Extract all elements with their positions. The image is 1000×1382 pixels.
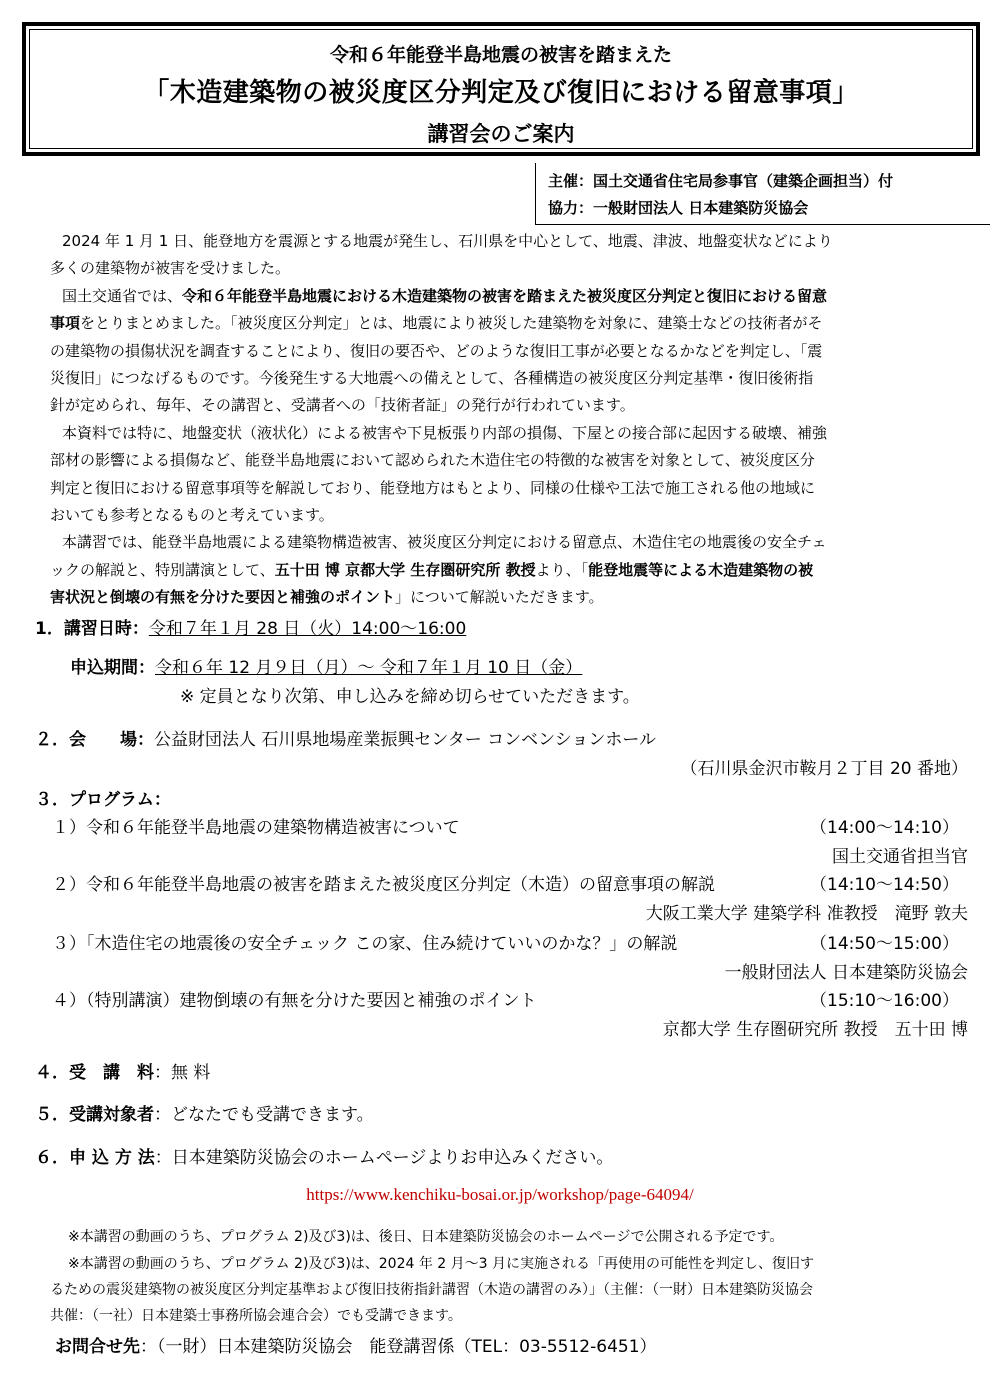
contact-label: お問合せ先	[55, 1337, 140, 1357]
program-item-3-time: （14:50～15:00）	[810, 934, 959, 954]
apply-period-value: 令和６年 12 月９日（月）～ 令和７年１月 10 日（金）	[155, 658, 583, 678]
section-date-value: 令和７年１月 28 日（火）14:00～16:00	[148, 619, 467, 639]
intro-text-span: より、「	[535, 560, 589, 579]
intro-text-span: 国土交通省では、	[62, 286, 183, 305]
contact-info	[55, 1332, 657, 1357]
organizer-box	[535, 163, 990, 225]
target-value: ：どなたでも受講できます。	[154, 1105, 374, 1125]
section-program	[35, 785, 171, 810]
intro-line	[50, 557, 970, 584]
program-item-3: ３）「木造住宅の地震後の安全チェック この家、住み続けていいのかな？」の解説	[52, 934, 678, 954]
intro-line: 針が定められ、毎年、その講習と、受講者への「技術者証」の発行が行われています。	[50, 396, 635, 415]
intro-highlight: 事項	[50, 314, 81, 333]
program-item-2-time: （14:10～14:50）	[810, 875, 959, 895]
intro-line: 多くの建築物が被害を受けました。	[50, 259, 291, 278]
apply-method-value: ：日本建築防災協会のホームページよりお申込みください。	[154, 1148, 614, 1168]
apply-method-label: ６．申 込 方 法	[35, 1148, 155, 1168]
venue-address: （石川県金沢市鞍月２丁目 20 番地）	[680, 759, 968, 779]
program-item-1: １）令和６年能登半島地震の建築物構造被害について	[52, 818, 460, 838]
section-date	[35, 614, 466, 639]
title-line-3: 講習会のご案内	[427, 122, 575, 146]
registration-link[interactable]: https://www.kenchiku-bosai.or.jp/workshop/page-64094/	[306, 1185, 694, 1204]
title-line-2: 「木造建築物の被災度区分判定及び復旧における留意事項」	[143, 78, 859, 108]
section-venue	[35, 725, 656, 750]
intro-line: おいても参考となるものと考えています。	[50, 505, 334, 524]
note-2-line-2: るための震災建築物の被災度区分判定基準および復旧技術指針講習（木造の講習のみ）」（主催：（一財）日本建築防災協会	[50, 1282, 813, 1298]
intro-line: 判定と復旧における留意事項等を解説しており、能登地方はもとより、同様の仕様や工法で施工される他の地域に	[50, 478, 816, 497]
program-item-3-speaker: 一般財団法人 日本建築防災協会	[724, 963, 968, 983]
section-fee	[35, 1058, 210, 1083]
apply-note: ※ 定員となり次第、申し込みを締め切らせていただきます。	[180, 687, 640, 707]
fee-label: ４．受 講 料	[35, 1063, 154, 1083]
title-line-1: 令和６年能登半島地震の被害を踏まえた	[329, 44, 672, 66]
program-label: ３．プログラム：	[35, 790, 171, 810]
program-item-2-speaker: 大阪工業大学 建築学科 准教授 滝野 敦夫	[645, 904, 968, 924]
apply-period-label: 申込期間：	[70, 658, 155, 678]
section-apply-period	[70, 653, 582, 678]
note-1: ※本講習の動画のうち、プログラム 2)及び3)は、後日、日本建築防災協会のホームページで公開される予定です。	[68, 1229, 784, 1245]
intro-text-span: 」について解説いただきます。	[395, 588, 604, 607]
program-item-4-speaker: 京都大学 生存圏研究所 教授 五十田 博	[662, 1020, 968, 1040]
intro-highlight: 五十田 博 京都大学 生存圏研究所 教授	[274, 560, 536, 579]
note-2-line-3: 共催：（一社）日本建築士事務所協会連合会）でも受講できます。	[50, 1308, 462, 1324]
intro-highlight: 令和６年能登半島地震における木造建築物の被害を踏まえた被災度区分判定と復旧における留意	[182, 286, 828, 305]
section-apply-method	[35, 1143, 613, 1168]
intro-line	[50, 283, 970, 310]
intro-highlight: 能登地震等による木造建築物の被	[588, 560, 814, 579]
organizer-host: 主催：国土交通省住宅局参事官（建築企画担当）付	[548, 172, 894, 190]
fee-value: ：無 料	[154, 1063, 211, 1083]
intro-line: の建築物の損傷状況を調査することにより、復旧の要否や、どのような復旧工事が必要となるかなどを判定し、「震	[50, 341, 823, 360]
section-date-label: 1．講習日時：	[35, 619, 149, 639]
intro-line: 本講習では、能登半島地震による建築物構造被害、被災度区分判定における留意点、木造住宅の地震後の安全チェ	[62, 533, 827, 552]
program-item-1-time: （14:00～14:10）	[810, 818, 959, 838]
intro-line	[50, 310, 970, 337]
organizer-cooperation: 協力：一般財団法人 日本建築防災協会	[548, 199, 809, 217]
contact-value: ：（一財）日本建築防災協会 能登講習係（TEL：03-5512-6451）	[140, 1337, 657, 1357]
intro-line: 2024 年 1 月 1 日、能登地方を震源とする地震が発生し、石川県を中心として、地震、津波、地盤変状などにより	[62, 232, 833, 250]
program-item-1-speaker: 国土交通省担当官	[832, 847, 968, 867]
program-item-2: ２）令和６年能登半島地震の被害を踏まえた被災度区分判定（木造）の留意事項の解説	[52, 875, 715, 895]
intro-highlight: 害状況と倒壊の有無を分けた要因と補強のポイント	[50, 588, 396, 607]
venue-value: 公益財団法人 石川県地場産業振興センター コンベンションホール	[154, 730, 657, 750]
intro-text-span: をとりまとめました。「被災度区分判定」とは、地震により被災した建築物を対象に、建築士などの技術者がそ	[80, 314, 823, 333]
intro-line: 部材の影響による損傷など、能登半島地震において認められた木造住宅の特徴的な被害を対象として、被災度区分	[50, 451, 815, 470]
program-item-4: ４）（特別講演）建物倒壊の有無を分けた要因と補強のポイント	[52, 991, 537, 1011]
note-2-line-1: ※本講習の動画のうち、プログラム 2)及び3)は、2024 年 2 月～3 月に実施される「再使用の可能性を判定し、復旧す	[68, 1256, 815, 1272]
intro-text	[50, 228, 970, 611]
intro-text-span: ックの解説と、特別講演として、	[50, 560, 275, 579]
intro-line: 災復旧」につなげるものです。今後発生する大地震への備えとして、各種構造の被災度区分判定基準・復旧後術指	[50, 368, 814, 387]
section-target	[35, 1100, 374, 1125]
program-item-4-time: （15:10～16:00）	[810, 991, 959, 1011]
intro-line	[50, 584, 970, 611]
venue-label: ２．会 場：	[35, 730, 154, 750]
target-label: ５．受講対象者	[35, 1105, 154, 1125]
title-box	[22, 22, 980, 156]
intro-line: 本資料では特に、地盤変状（液状化）による被害や下見板張り内部の損傷、下屋との接合部に起因する破壊、補強	[62, 423, 828, 442]
